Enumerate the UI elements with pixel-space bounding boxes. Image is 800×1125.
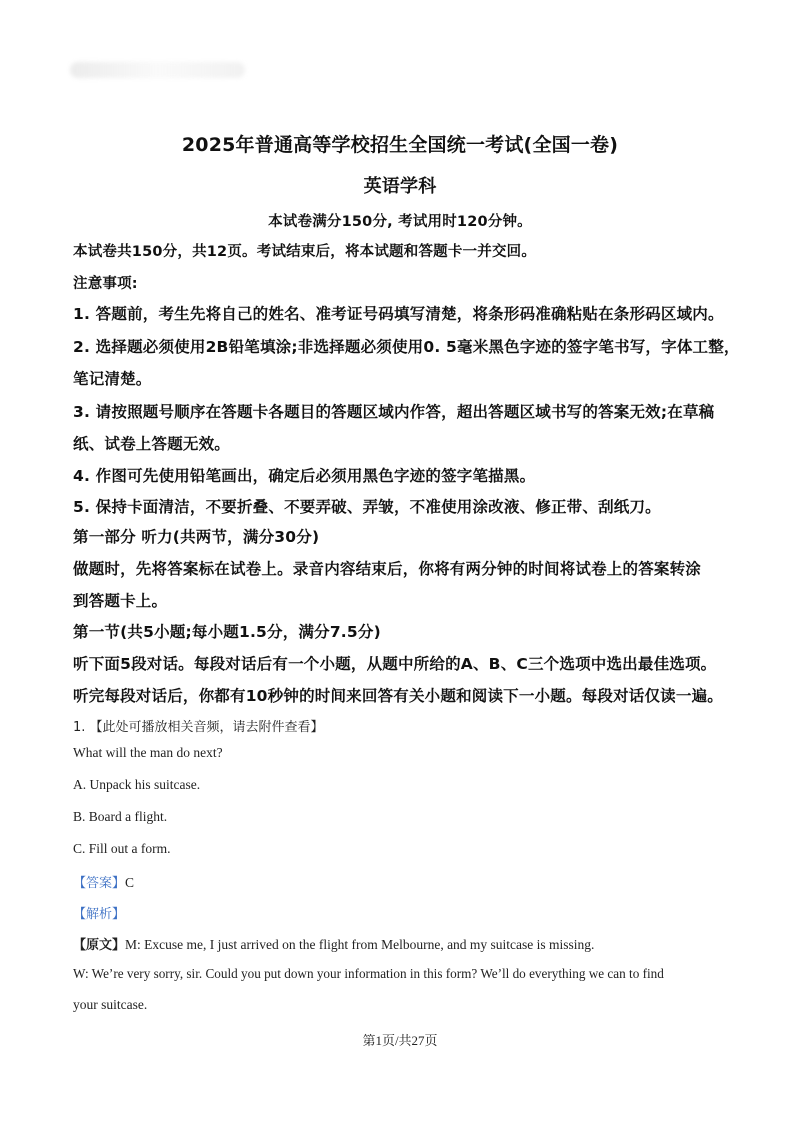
- notice-item: 1. 答题前，考生先将自己的姓名、准考证号码填写清楚，将条形码准确粘贴在条形码区域内。: [73, 305, 724, 323]
- transcript-line: [73, 934, 760, 953]
- score-note: 本试卷满分150分, 考试用时120分钟。: [268, 214, 532, 230]
- part1-instruction: 做题时，先将答案标在试卷上。录音内容结束后，你将有两分钟的时间将试卷上的答案转涂: [73, 560, 702, 578]
- notice-item: 5. 保持卡面清洁，不要折叠、不要弄破、弄皱，不准使用涂改液、修正带、刮纸刀。: [73, 498, 661, 516]
- document-title: 2025年普通高等学校招生全国统一考试(全国一卷): [181, 134, 619, 156]
- option-c: C. Fill out a form.: [73, 841, 171, 856]
- option-a: A. Unpack his suitcase.: [73, 777, 201, 792]
- notice-item-continued: 纸、试卷上答题无效。: [73, 435, 231, 453]
- section1-instruction: 听完每段对话后，你都有10秒钟的时间来回答有关小题和阅读下一小题。每段对话仅读一遍。: [73, 687, 723, 705]
- part1-instruction: 到答题卡上。: [73, 592, 168, 610]
- analysis-tag: 【解析】: [73, 907, 126, 922]
- answer-tag: 【答案】: [73, 876, 126, 891]
- question-number-note: 1. 【此处可播放相关音频，请去附件查看】: [73, 720, 324, 735]
- part1-heading: 第一部分 听力(共两节，满分30分): [73, 528, 320, 546]
- answer-line: [73, 872, 760, 891]
- notice-item-continued: 笔记清楚。: [73, 370, 152, 388]
- notice-heading: 注意事项:: [73, 276, 138, 292]
- transcript-text: your suitcase.: [73, 997, 148, 1012]
- intro-text: 本试卷共150分，共12页。考试结束后，将本试题和答题卡一并交回。: [73, 244, 537, 260]
- transcript-tag: 【原文】: [73, 938, 126, 953]
- scan-smudge: [70, 62, 245, 78]
- page-footer: 第1页/共27页: [362, 1033, 438, 1048]
- section1-instruction: 听下面5段对话。每段对话后有一个小题，从题中所给的A、B、C三个选项中选出最佳选项。: [73, 655, 717, 673]
- transcript-text: M: Excuse me, I just arrived on the flight from Melbourne, and my suitcase is missing.: [125, 937, 595, 952]
- notice-item: 2. 选择题必须使用2B铅笔填涂;非选择题必须使用0. 5毫米黑色字迹的签字笔书写，字体工整，: [73, 338, 740, 356]
- transcript-text: W: We’re very sorry, sir. Could you put down your information in this form? We’ll do everything we can to find: [73, 966, 664, 981]
- answer-value: C: [125, 875, 135, 890]
- option-b: B. Board a flight.: [73, 809, 168, 824]
- notice-item: 4. 作图可先使用铅笔画出，确定后必须用黑色字迹的签字笔描黑。: [73, 467, 536, 485]
- question-text: What will the man do next?: [73, 745, 223, 760]
- section1-heading: 第一节(共5小题;每小题1.5分，满分7.5分): [73, 623, 381, 641]
- notice-item: 3. 请按照题号顺序在答题卡各题目的答题区域内作答，超出答题区域书写的答案无效;在草稿: [73, 403, 715, 421]
- subject-title: 英语学科: [363, 176, 437, 197]
